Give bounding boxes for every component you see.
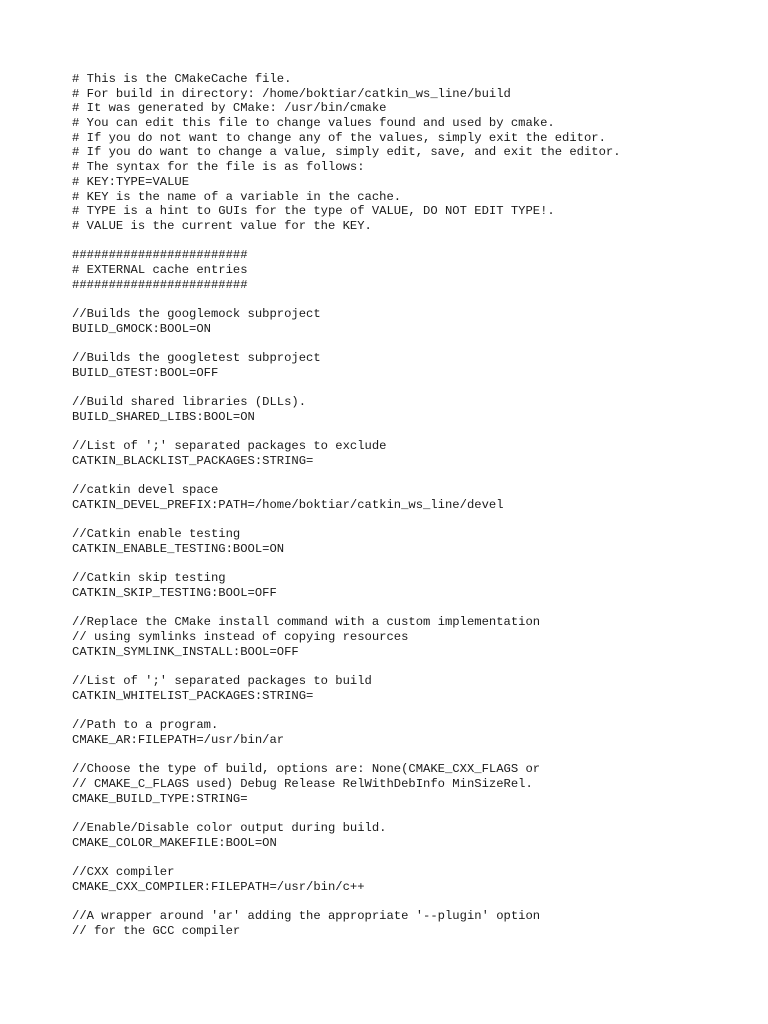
entry-comment-line: //catkin devel space	[72, 483, 219, 498]
cache-entry-line: CATKIN_ENABLE_TESTING:BOOL=ON	[72, 542, 285, 556]
entry-comment-line: // CMAKE_C_FLAGS used) Debug Release RelWithDebInfo MinSizeRel.	[72, 777, 533, 791]
blank-line	[72, 660, 732, 675]
blank-line	[72, 704, 732, 719]
entry-comment-line: //Builds the googletest subproject	[72, 351, 321, 366]
entry-comment-line: //Catkin enable testing	[72, 527, 241, 542]
entry-comment-line: //Builds the googlemock subproject	[72, 307, 321, 321]
entry-comment-line: //Enable/Disable color output during build.	[72, 821, 387, 836]
blank-line	[72, 336, 732, 351]
header-comment-line: # VALUE is the current value for the KEY.	[72, 218, 372, 233]
blank-line	[72, 234, 732, 249]
header-comment-line: # KEY is the name of a variable in the cache.	[72, 189, 402, 204]
header-comment-line: # It was generated by CMake: /usr/bin/cmake	[72, 101, 387, 116]
cache-entry-line: CMAKE_AR:FILEPATH=/usr/bin/ar	[72, 732, 285, 747]
cmake-cache-text	[72, 72, 732, 939]
blank-line	[72, 425, 732, 440]
blank-line	[72, 380, 732, 395]
header-comment-line: # The syntax for the file is as follows:	[72, 160, 365, 175]
cache-entry-line: CATKIN_BLACKLIST_PACKAGES:STRING=	[72, 453, 314, 468]
header-comment-line: # This is the CMakeCache file.	[72, 72, 292, 86]
cache-entry-line: CATKIN_SKIP_TESTING:BOOL=OFF	[72, 586, 277, 601]
cache-entry-line: BUILD_GTEST:BOOL=OFF	[72, 365, 219, 380]
document-page	[72, 72, 732, 939]
header-comment-line: # You can edit this file to change values found and used by cmake.	[72, 116, 555, 131]
blank-line	[72, 513, 732, 528]
cache-entry-line: CATKIN_DEVEL_PREFIX:PATH=/home/boktiar/catkin_ws_line/devel	[72, 497, 504, 512]
blank-line	[72, 469, 732, 484]
entry-comment-line: // using symlinks instead of copying resources	[72, 630, 409, 645]
cache-entry-line: BUILD_SHARED_LIBS:BOOL=ON	[72, 409, 255, 424]
blank-line	[72, 292, 732, 307]
header-comment-line: # EXTERNAL cache entries	[72, 262, 248, 277]
header-comment-line: # KEY:TYPE=VALUE	[72, 174, 190, 189]
entry-comment-line: //List of ';' separated packages to build	[72, 674, 372, 689]
entry-comment-line: //Build shared libraries (DLLs).	[72, 395, 307, 410]
cache-entry-line: BUILD_GMOCK:BOOL=ON	[72, 321, 211, 336]
entry-comment-line: //CXX compiler	[72, 865, 175, 880]
entry-comment-line: //Path to a program.	[72, 718, 219, 733]
header-comment-line: ########################	[72, 277, 248, 292]
entry-comment-line: // for the GCC compiler	[72, 923, 241, 938]
entry-comment-line: //A wrapper around 'ar' adding the appropriate '--plugin' option	[72, 909, 541, 924]
header-comment-line: ########################	[72, 248, 248, 263]
blank-line	[72, 557, 732, 572]
cache-entry-line: CMAKE_CXX_COMPILER:FILEPATH=/usr/bin/c++	[72, 879, 365, 894]
blank-line	[72, 850, 732, 865]
cache-entry-line: CATKIN_WHITELIST_PACKAGES:STRING=	[72, 688, 314, 703]
cache-entry-line: CATKIN_SYMLINK_INSTALL:BOOL=OFF	[72, 644, 299, 659]
header-comment-line: # If you do not want to change any of the values, simply exit the editor.	[72, 130, 606, 145]
cache-entry-line: CMAKE_BUILD_TYPE:STRING=	[72, 791, 248, 806]
blank-line	[72, 601, 732, 616]
entry-comment-line: //List of ';' separated packages to exclude	[72, 439, 387, 454]
entry-comment-line: //Catkin skip testing	[72, 571, 226, 586]
cache-entry-line: CMAKE_COLOR_MAKEFILE:BOOL=ON	[72, 835, 277, 850]
header-comment-line: # TYPE is a hint to GUIs for the type of VALUE, DO NOT EDIT TYPE!.	[72, 204, 555, 219]
header-comment-line: # For build in directory: /home/boktiar/catkin_ws_line/build	[72, 86, 511, 101]
blank-line	[72, 895, 732, 910]
header-comment-line: # If you do want to change a value, simply edit, save, and exit the editor.	[72, 145, 621, 160]
blank-line	[72, 748, 732, 763]
entry-comment-line: //Choose the type of build, options are: None(CMAKE_CXX_FLAGS or	[72, 762, 541, 777]
blank-line	[72, 806, 732, 821]
entry-comment-line: //Replace the CMake install command with a custom implementation	[72, 615, 541, 630]
